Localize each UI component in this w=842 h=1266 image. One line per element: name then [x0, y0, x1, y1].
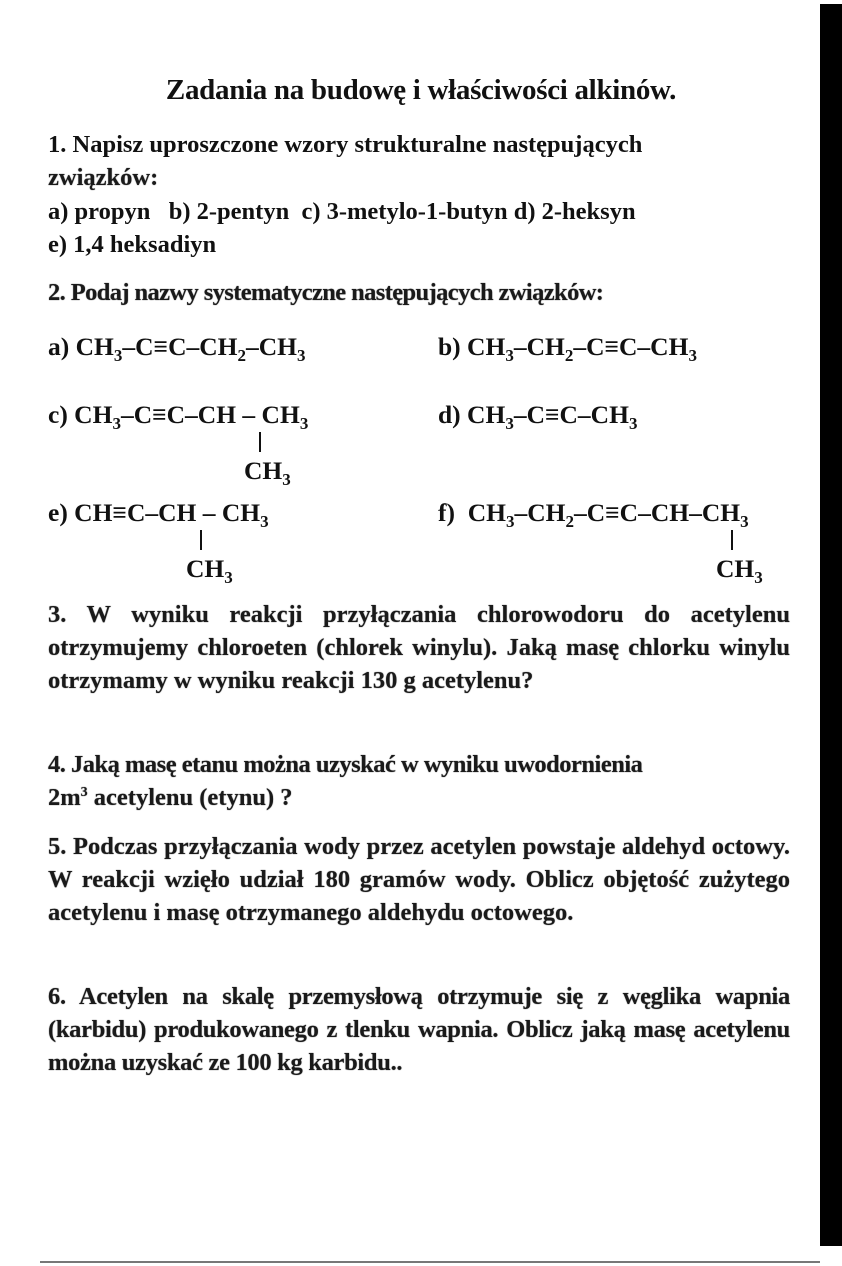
formula-f-branch: $CH_3$ — [716, 554, 763, 587]
bond-c — [259, 432, 261, 452]
bond-f — [731, 530, 733, 550]
formula-e-branch: $CH_3$ — [186, 554, 233, 587]
formula-f: f) $CH_3-CH_2-C\equiv C-CH-CH_3$ — [438, 498, 749, 531]
formula-a: a) $CH_3-C\equiv C-CH_2-CH_3$ — [48, 332, 306, 365]
task1-line1: 1. Napisz uproszczone wzory strukturalne następujących — [48, 131, 643, 158]
task1-line2: związków: — [48, 164, 159, 191]
task1-items-line1: a) propyn b) 2-pentyn c) 3-metylo-1-butyn d) 2-heksyn — [48, 198, 636, 225]
page-title: Zadania na budowę i właściwości alkinów. — [165, 74, 677, 106]
formula-b: b) $CH_3-CH_2-C\equiv C-CH_3$ — [438, 332, 697, 365]
task4-line2 — [48, 781, 293, 814]
task3-text: 3. W wyniku reakcji przyłączania chlorowodoru do acetylenu otrzymujemy chloroeten (chlorek winylu). Jaką masę chlorku winylu otrzymamy w wyniku reakcji 130 g acetylenu? — [48, 601, 790, 694]
scan-edge-black-bar — [820, 4, 842, 1246]
task2-heading: 2. Podaj nazwy systematyczne następujących związków: — [48, 279, 604, 306]
task4-volume: 2m — [48, 784, 81, 811]
task5-text: 5. Podczas przyłączania wody przez acetylen powstaje aldehyd octowy. W reakcji wzięło udział 180 gramów wody. Oblicz objętość zużytego acetylenu i masę otrzymanego aldehydu octowego. — [48, 833, 790, 926]
formula-c-branch: $CH_3$ — [244, 456, 291, 489]
formula-e: e) $CH\equiv C-CH - CH_3$ — [48, 498, 269, 531]
task6-text: 6. Acetylen na skalę przemysłową otrzymuje się z węglika wapnia (karbidu) produkowanego z tlenku wapnia. Oblicz jaką masę acetylenu można uzyskać ze 100 kg karbidu.. — [48, 983, 790, 1076]
task4-line1: 4. Jaką masę etanu można uzyskać w wyniku uwodornienia — [48, 751, 643, 778]
formula-d: d) $CH_3-C\equiv C-CH_3$ — [438, 400, 638, 433]
task4-substance: acetylenu (etynu) ? — [87, 784, 293, 811]
formula-c: c) $CH_3-C\equiv C-CH - CH_3$ — [48, 400, 309, 433]
task1-items-line2: e) 1,4 heksadiyn — [48, 231, 217, 258]
task4-volume-exp: 3 — [80, 785, 88, 800]
bond-e — [200, 530, 202, 550]
page-bottom-edge — [40, 1261, 820, 1263]
